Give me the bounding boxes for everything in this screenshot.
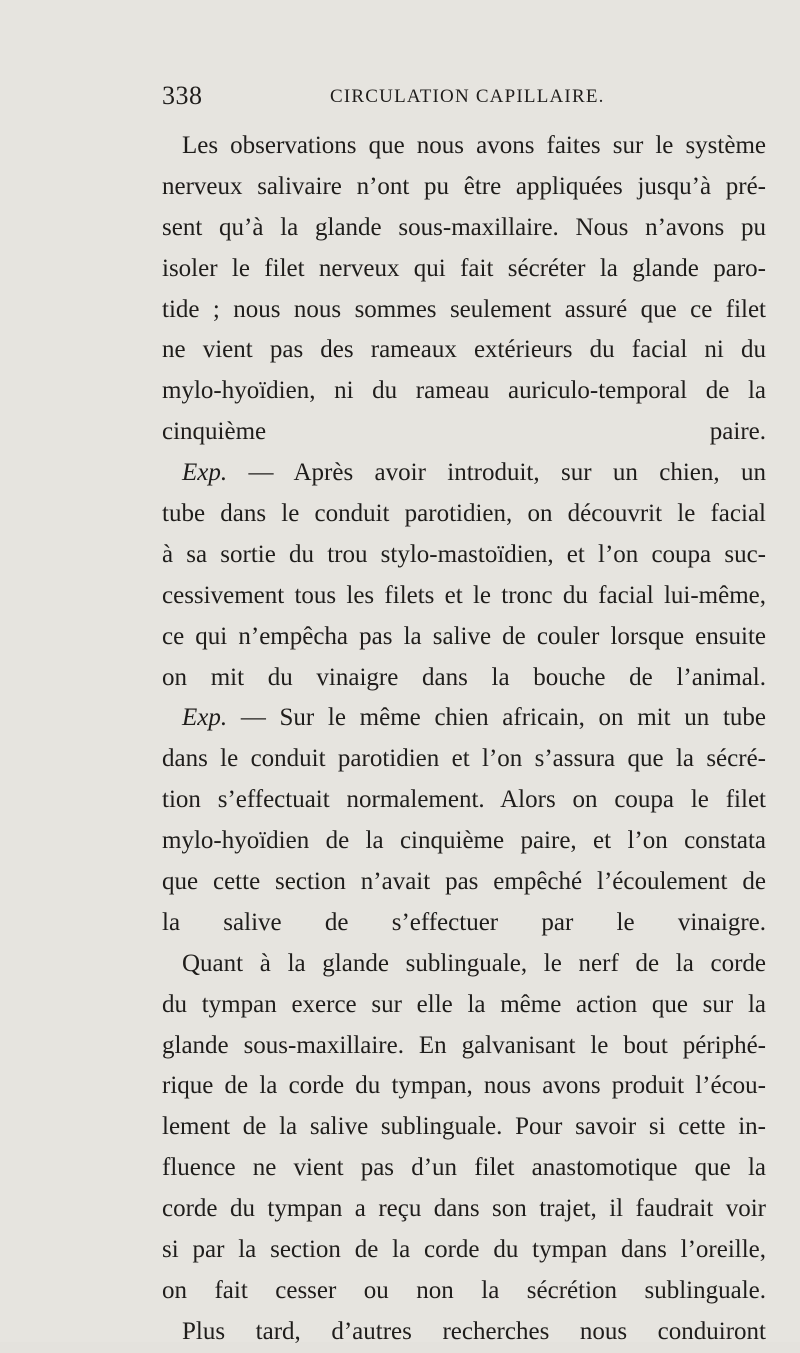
line-text: fluence ne vient pas d’un filet anastomotique que la <box>162 1154 766 1182</box>
experiment-label: Exp. <box>182 704 228 732</box>
line-text: tide ; nous nous sommes seulement assuré que ce filet <box>162 295 766 323</box>
text-line <box>162 290 766 331</box>
line-text: isoler le filet nerveux qui fait sécréter la glande paro- <box>162 254 766 282</box>
text-line <box>162 1107 766 1148</box>
line-text: si par la section de la corde du tympan dans l’oreille, <box>162 1236 766 1264</box>
page-number: 338 <box>162 81 203 110</box>
line-text: ne vient pas des rameaux extérieurs du facial ni du <box>162 336 766 364</box>
text-line <box>162 862 766 903</box>
text-line <box>162 126 766 167</box>
text-line <box>162 453 766 494</box>
text-line <box>162 249 766 290</box>
line-text: Plus tard, d’autres recherches nous conduiront <box>182 1317 766 1345</box>
text-line <box>162 698 766 739</box>
line-text: tion s’effectuait normalement. Alors on coupa le filet <box>162 786 766 814</box>
text-line <box>162 208 766 249</box>
text-line <box>162 985 766 1026</box>
text-line <box>162 371 766 412</box>
text-line <box>162 1148 766 1189</box>
line-text: sent qu’à la glande sous-maxillaire. Nous n’avons pu <box>162 213 766 241</box>
text-line <box>162 780 766 821</box>
text-line <box>162 1026 766 1067</box>
line-text: la salive de s’effectuer par le vinaigre. <box>162 908 766 936</box>
text-line <box>162 903 766 944</box>
text-line <box>162 494 766 535</box>
text-line <box>162 330 766 371</box>
line-text: cessivement tous les filets et le tronc du facial lui-même, <box>162 581 766 609</box>
body-text <box>162 126 766 1353</box>
text-line <box>162 658 766 699</box>
text-line <box>162 535 766 576</box>
text-line <box>162 739 766 780</box>
line-text: mylo-hyoïdien de la cinquième paire, et l’on constata <box>162 827 766 855</box>
line-text: on mit du vinaigre dans la bouche de l’animal. <box>162 663 766 691</box>
line-text: — Après avoir introduit, sur un chien, un <box>227 459 766 487</box>
text-line <box>162 1189 766 1230</box>
text-line <box>162 576 766 617</box>
line-text: à sa sortie du trou stylo-mastoïdien, et l’on coupa suc- <box>162 540 766 568</box>
line-text: lement de la salive sublinguale. Pour savoir si cette in- <box>162 1113 766 1141</box>
line-text: dans le conduit parotidien et l’on s’assura que la sécré- <box>162 745 766 773</box>
line-text: cinquième paire. <box>162 418 766 446</box>
experiment-label: Exp. <box>182 459 228 487</box>
line-text: — Sur le même chien africain, on mit un tube <box>227 704 766 732</box>
text-line <box>162 1271 766 1312</box>
text-line <box>162 821 766 862</box>
line-text: nerveux salivaire n’ont pu être appliquées jusqu’à pré- <box>162 172 766 200</box>
line-text: rique de la corde du tympan, nous avons produit l’écou- <box>162 1072 766 1100</box>
text-line <box>162 412 766 453</box>
text-line <box>162 1230 766 1271</box>
line-text: Quant à la glande sublinguale, le nerf de la corde <box>182 949 766 977</box>
running-head <box>162 80 752 112</box>
text-line <box>162 944 766 985</box>
running-title: CIRCULATION CAPILLAIRE. <box>330 86 605 107</box>
line-text: mylo-hyoïdien, ni du rameau auriculo-temporal de la <box>162 377 766 405</box>
line-text: que cette section n’avait pas empêché l’écoulement de <box>162 868 766 896</box>
line-text: corde du tympan a reçu dans son trajet, il faudrait voir <box>162 1195 766 1223</box>
text-line <box>162 167 766 208</box>
line-text: glande sous-maxillaire. En galvanisant le bout périphé- <box>162 1031 766 1059</box>
line-text: on fait cesser ou non la sécrétion sublinguale. <box>162 1276 766 1304</box>
line-text: tube dans le conduit parotidien, on découvrit le facial <box>162 500 766 528</box>
line-text: du tympan exerce sur elle la même action que sur la <box>162 990 766 1018</box>
text-line <box>162 617 766 658</box>
line-text: Les observations que nous avons faites sur le système <box>182 132 766 159</box>
text-line <box>162 1066 766 1107</box>
line-text: ce qui n’empêcha pas la salive de couler lorsque ensuite <box>162 622 766 650</box>
text-line <box>162 1312 766 1353</box>
